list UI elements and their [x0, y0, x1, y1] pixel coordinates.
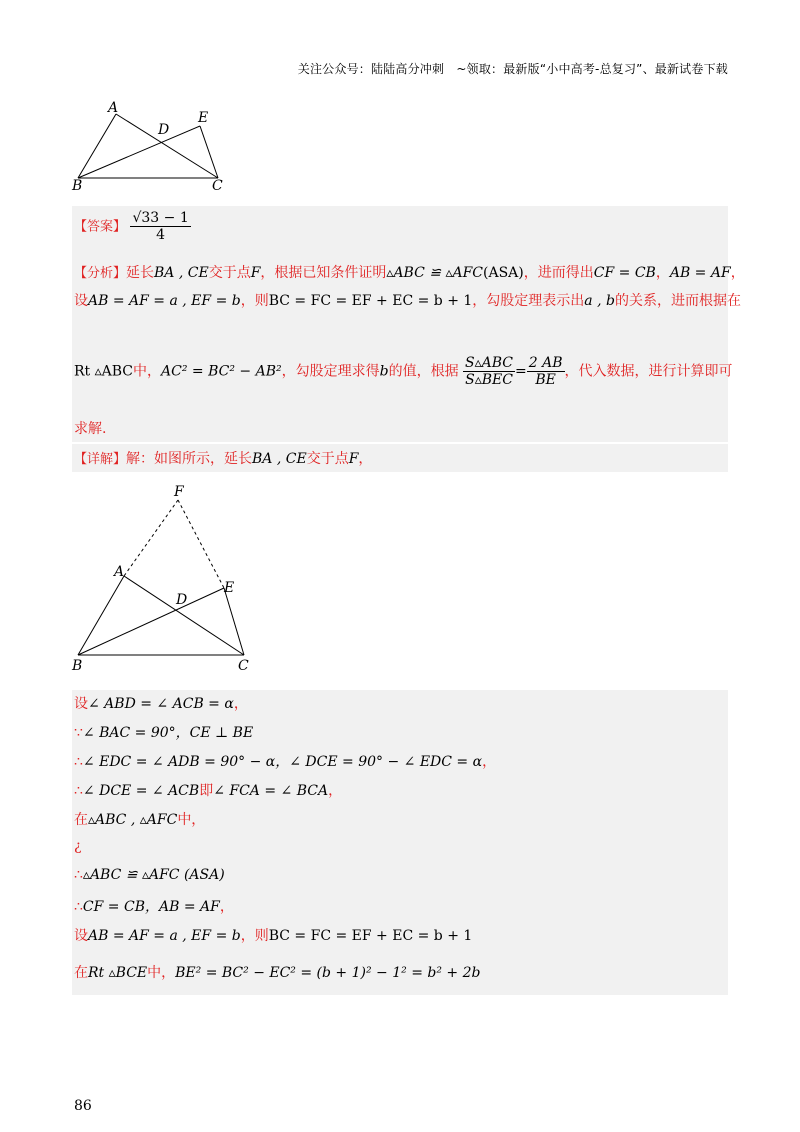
label-F: F	[174, 484, 184, 500]
step-3: ∴∠ EDC = ∠ ADB = 90° − α，∠ DCE = 90° − ∠ EDC = α，	[74, 754, 497, 770]
step-2: ∵∠ BAC = 90°，CE ⊥ BE	[74, 725, 254, 741]
answer-fraction	[130, 210, 190, 243]
step-4: ∴∠ DCE = ∠ ACB即∠ FCA = ∠ BCA，	[74, 783, 343, 799]
step-10: 在Rt ▵BCE中，BE² = BC² − EC² = (b + 1)² − 1² = b² + 2b	[74, 965, 481, 981]
analysis-line-2: 设AB = AF = a , EF = b，则BC = FC = EF + EC = b + 1，勾股定理表示出a , b的关系，进而根据在	[74, 293, 741, 309]
label-B: B	[72, 178, 83, 192]
analysis-tag: 【分析】	[74, 266, 127, 281]
detail-tag: 【详解】	[74, 452, 127, 467]
label-C: C	[212, 178, 223, 192]
step-9: 设AB = AF = a , EF = b，则BC = FC = EF + EC = b + 1	[74, 928, 473, 944]
page-number: 86	[74, 1098, 92, 1114]
step-5: 在▵ABC , ▵AFC中，	[74, 812, 206, 828]
step-7: ∴▵ABC ≌ ▵AFC (ASA)	[74, 867, 225, 883]
label-A: A	[108, 100, 119, 116]
area-ratio-fraction: $\frac{\text{S▵ABC}}{\text{S▵BEC}}$	[465, 355, 514, 388]
label-D: D	[158, 122, 170, 138]
label-C: C	[238, 658, 249, 674]
analysis-line-3: Rt ▵ABC中，AC² = BC² − AB²，勾股定理求得b的值，根据 $\frac{\text{S▵ABC}}{\text{S▵BEC}}$ = $\frac{2 AB}{BE}$ ，代入数据，进行计算即可	[74, 355, 733, 388]
answer-line	[74, 210, 191, 243]
step-6: ¿	[74, 838, 82, 854]
label-A: A	[114, 564, 125, 580]
answer-tag: 【答案】	[74, 219, 127, 235]
step-1: 设∠ ABD = ∠ ACB = α，	[74, 696, 248, 712]
label-B: B	[72, 658, 83, 674]
label-E: E	[224, 580, 235, 596]
step-8: ∴CF = CB，AB = AF，	[74, 899, 234, 915]
page-header: 关注公众号：陆陆高分冲刺 ~领取：最新版“小中高考-总复习”、最新试卷下载	[297, 62, 728, 76]
label-E: E	[198, 110, 209, 126]
analysis-line-4: 求解.	[74, 421, 107, 437]
geometry-figure-1	[70, 100, 230, 192]
label-D: D	[176, 592, 188, 608]
geometry-figure-2	[70, 480, 252, 676]
answer-denominator: 4	[156, 227, 166, 243]
answer-numerator: √33 − 1	[132, 210, 189, 226]
analysis-line-1: 【分析】延长BA , CE交于点F，根据已知条件证明▵ABC ≌ ▵AFC(ASA)，进而得出CF = CB，AB = AF，	[74, 265, 745, 281]
side-ratio-fraction: $\frac{2 AB}{BE}$	[528, 355, 563, 388]
detail-line-1: 【详解】解：如图所示，延长BA , CE交于点F，	[74, 451, 373, 467]
